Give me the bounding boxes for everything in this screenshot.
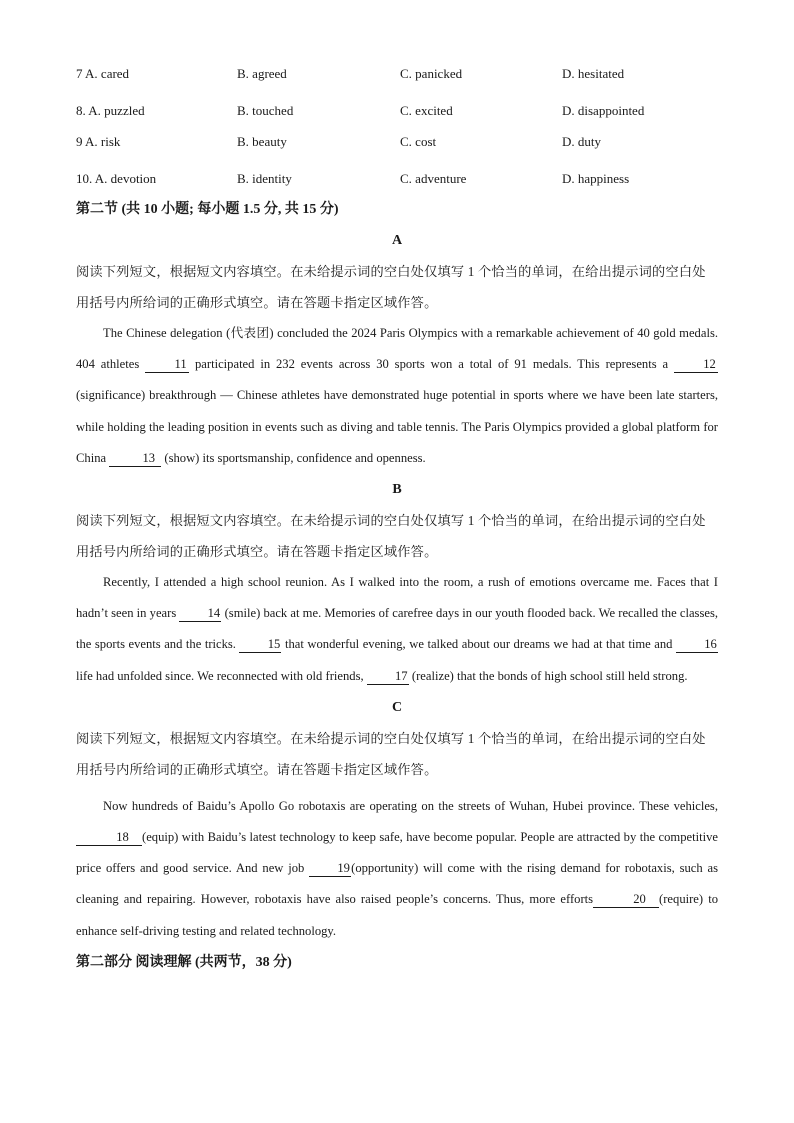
option-b: B. identity (237, 171, 292, 186)
option-d: D. hesitated (562, 66, 625, 81)
option-a: 8. A. puzzled (76, 103, 145, 118)
option-c: C. panicked (400, 66, 463, 81)
blank-14[interactable]: 14 (179, 606, 221, 622)
option-a: 7 A. cared (76, 66, 130, 81)
section-2-heading: 第二节 (共 10 小题; 每小题 1.5 分, 共 15 分) (76, 202, 339, 217)
passage-b-instruction: 阅读下列短文，根据短文内容填空。在未给提示词的空白处仅填写 1 个恰当的单词，在给出提示词的空白处用括号内所给词的正确形式填空。请在答题卡指定区域作答。 (76, 513, 706, 560)
blank-16[interactable]: 16 (676, 637, 718, 653)
passage-a-letter: A (391, 233, 403, 248)
passage-b-text: Recently, I attended a high school reunion. As I walked into the room, a rush of emotions overcame me. Faces that I hadn’t seen in years 14 (smile) back at me. Memories of carefree days in our youth flooded back. We recalled the classes, the sports events and the tricks. 15 that wonderful evening, we talked about our dreams we had at that time and 16 life had unfolded since. We reconnected with old friends, 17 (realize) that the bonds of high school still held strong. (76, 575, 718, 683)
blank-11[interactable]: 11 (145, 357, 189, 373)
question-9-options (76, 126, 718, 157)
blank-12[interactable]: 12 (674, 357, 718, 373)
option-d: D. disappointed (562, 103, 645, 118)
option-c: C. cost (400, 134, 437, 149)
blank-13[interactable]: 13 (109, 451, 161, 467)
part-2-heading: 第二部分 阅读理解 (共两节，38 分) (76, 954, 292, 970)
option-b: B. agreed (237, 66, 287, 81)
passage-a-text: The Chinese delegation (代表团) concluded the 2024 Paris Olympics with a remarkable achievement of 40 gold medals. 404 athletes 11 participated in 232 events across 30 sports won a total of 91 medals. This represents a 12 (significance) breakthrough — Chinese athletes have demonstrated huge potential in sports where we have been late starters, while holding the leading position in events such as diving and table tennis. The Paris Olympics provided a global platform for China 13 (show) its sportsmanship, confidence and openness. (76, 326, 718, 465)
question-7-options (76, 58, 718, 89)
passage-b-letter: B (392, 482, 402, 498)
option-c: C. excited (400, 103, 453, 118)
option-d: D. duty (562, 134, 601, 149)
option-b: B. touched (237, 103, 294, 118)
option-c: C. adventure (400, 171, 467, 186)
passage-c-instruction: 阅读下列短文，根据短文内容填空。在未给提示词的空白处仅填写 1 个恰当的单词，在给出提示词的空白处用括号内所给词的正确形式填空。请在答题卡指定区域作答。 (76, 730, 706, 777)
blank-20[interactable]: 20 (593, 892, 659, 908)
question-8-options (76, 95, 718, 126)
option-a: 10. A. devotion (76, 171, 157, 186)
exam-page (76, 58, 718, 978)
passage-a-instruction: 阅读下列短文，根据短文内容填空。在未给提示词的空白处仅填写 1 个恰当的单词，在给出提示词的空白处用括号内所给词的正确形式填空。请在答题卡指定区域作答。 (76, 264, 706, 310)
option-b: B. beauty (237, 134, 287, 149)
blank-17[interactable]: 17 (367, 669, 409, 685)
passage-c-letter: C (391, 699, 403, 715)
blank-19[interactable]: 19 (309, 861, 351, 877)
option-d: D. happiness (562, 171, 630, 186)
blank-15[interactable]: 15 (239, 637, 281, 653)
option-a: 9 A. risk (76, 134, 121, 149)
passage-c-text: Now hundreds of Baidu’s Apollo Go robotaxis are operating on the streets of Wuhan, Hubei province. These vehicles, 18 (equip) with Baidu’s latest technology to keep safe, have become popular. People are attracted by the competitive price offers and good service. And new job 19(opportunity) will come with the rising demand for robotaxis, such as cleaning and repairing. However, robotaxis have also raised people’s concerns. Thus, more efforts 20 (require) to enhance self-driving testing and related technology. (76, 798, 718, 938)
question-10-options (76, 163, 718, 194)
blank-18[interactable]: 18 (76, 830, 142, 846)
